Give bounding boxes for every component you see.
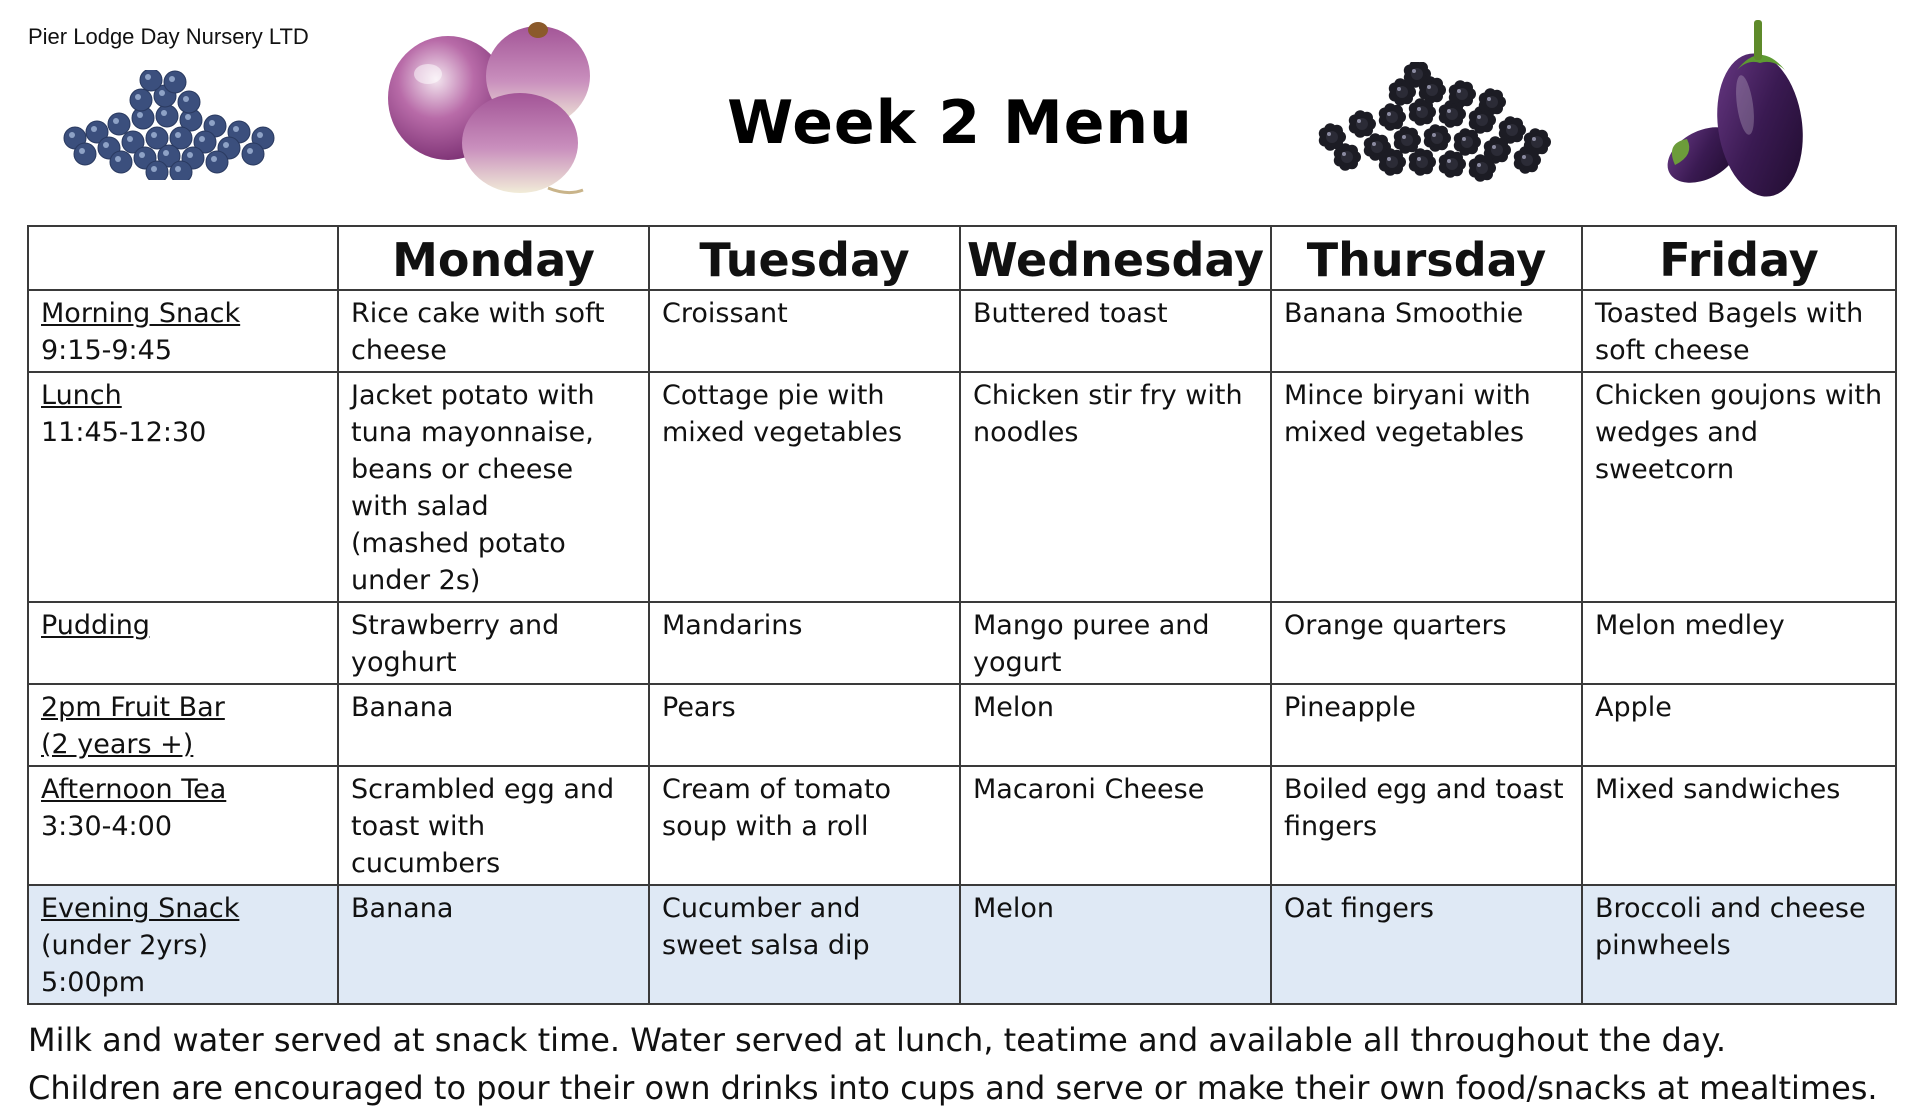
menu-cell-friday: Apple bbox=[1582, 684, 1896, 766]
menu-cell-tuesday: Cream of tomato soup with a roll bbox=[649, 766, 960, 885]
menu-cell-monday: Banana bbox=[338, 684, 649, 766]
menu-cell-tuesday: Cottage pie with mixed vegetables bbox=[649, 372, 960, 602]
meal-label bbox=[28, 290, 338, 372]
menu-cell-wednesday: Mango puree and yogurt bbox=[960, 602, 1271, 684]
menu-cell-thursday: Pineapple bbox=[1271, 684, 1582, 766]
menu-cell-monday: Rice cake with soft cheese bbox=[338, 290, 649, 372]
menu-cell-wednesday: Buttered toast bbox=[960, 290, 1271, 372]
menu-cell-monday: Jacket potato with tuna mayonnaise, beans or cheese with salad (mashed potato under 2s) bbox=[338, 372, 649, 602]
footer-line-self-serve: Children are encouraged to pour their own drinks into cups and serve or make their own food/snacks at mealtimes. bbox=[28, 1069, 1878, 1107]
corner-cell bbox=[28, 226, 338, 290]
meal-label bbox=[28, 372, 338, 602]
menu-cell-thursday: Mince biryani with mixed vegetables bbox=[1271, 372, 1582, 602]
menu-cell-friday: Chicken goujons with wedges and sweetcorn bbox=[1582, 372, 1896, 602]
meal-time: (2 years +) bbox=[41, 729, 194, 760]
meal-label bbox=[28, 885, 338, 1004]
meal-name: Morning Snack bbox=[41, 298, 241, 329]
meal-time: 11:45-12:30 bbox=[41, 417, 207, 448]
organisation-name: Pier Lodge Day Nursery LTD bbox=[28, 24, 309, 49]
menu-cell-tuesday: Croissant bbox=[649, 290, 960, 372]
meal-row-afternoon-tea bbox=[28, 766, 1896, 885]
meal-label bbox=[28, 602, 338, 684]
menu-cell-thursday: Orange quarters bbox=[1271, 602, 1582, 684]
meal-label bbox=[28, 766, 338, 885]
meal-name: Pudding bbox=[41, 610, 150, 641]
menu-cell-tuesday: Pears bbox=[649, 684, 960, 766]
menu-cell-friday: Melon medley bbox=[1582, 602, 1896, 684]
menu-title: Week 2 Menu bbox=[727, 88, 1193, 158]
meal-time: 3:30-4:00 bbox=[41, 811, 173, 842]
day-header-thursday: Thursday bbox=[1271, 226, 1582, 290]
menu-cell-thursday: Boiled egg and toast fingers bbox=[1271, 766, 1582, 885]
meal-row-evening-snack bbox=[28, 885, 1896, 1004]
menu-cell-wednesday: Melon bbox=[960, 684, 1271, 766]
menu-cell-thursday: Banana Smoothie bbox=[1271, 290, 1582, 372]
meal-row-morning-snack bbox=[28, 290, 1896, 372]
menu-cell-tuesday: Mandarins bbox=[649, 602, 960, 684]
meal-name: Lunch bbox=[41, 380, 122, 411]
menu-cell-monday: Banana bbox=[338, 885, 649, 1004]
menu-cell-wednesday: Macaroni Cheese bbox=[960, 766, 1271, 885]
weekly-menu-table bbox=[27, 225, 1897, 1005]
menu-cell-friday: Toasted Bagels with soft cheese bbox=[1582, 290, 1896, 372]
day-header-row bbox=[28, 226, 1896, 290]
meal-time: 9:15-9:45 bbox=[41, 335, 173, 366]
menu-cell-friday: Mixed sandwiches bbox=[1582, 766, 1896, 885]
blackberries-image bbox=[1292, 62, 1562, 182]
day-header-wednesday: Wednesday bbox=[960, 226, 1271, 290]
footer-notes bbox=[28, 1016, 1878, 1112]
aubergine-image bbox=[1645, 15, 1835, 205]
meal-label bbox=[28, 684, 338, 766]
day-header-tuesday: Tuesday bbox=[649, 226, 960, 290]
menu-cell-thursday: Oat fingers bbox=[1271, 885, 1582, 1004]
meal-row-pudding bbox=[28, 602, 1896, 684]
menu-cell-friday: Broccoli and cheese pinwheels bbox=[1582, 885, 1896, 1004]
footer-line-drinks: Milk and water served at snack time. Water served at lunch, teatime and available all throughout the day. bbox=[28, 1021, 1726, 1059]
day-header-friday: Friday bbox=[1582, 226, 1896, 290]
menu-cell-monday: Scrambled egg and toast with cucumbers bbox=[338, 766, 649, 885]
menu-cell-monday: Strawberry and yoghurt bbox=[338, 602, 649, 684]
meal-name: 2pm Fruit Bar bbox=[41, 692, 225, 723]
menu-cell-wednesday: Melon bbox=[960, 885, 1271, 1004]
meal-time: (under 2yrs) 5:00pm bbox=[41, 930, 209, 998]
day-header-monday: Monday bbox=[338, 226, 649, 290]
meal-row-lunch bbox=[28, 372, 1896, 602]
menu-cell-wednesday: Chicken stir fry with noodles bbox=[960, 372, 1271, 602]
meal-name: Evening Snack bbox=[41, 893, 240, 924]
meal-row-fruit-bar bbox=[28, 684, 1896, 766]
menu-cell-tuesday: Cucumber and sweet salsa dip bbox=[649, 885, 960, 1004]
meal-name: Afternoon Tea bbox=[41, 774, 227, 805]
